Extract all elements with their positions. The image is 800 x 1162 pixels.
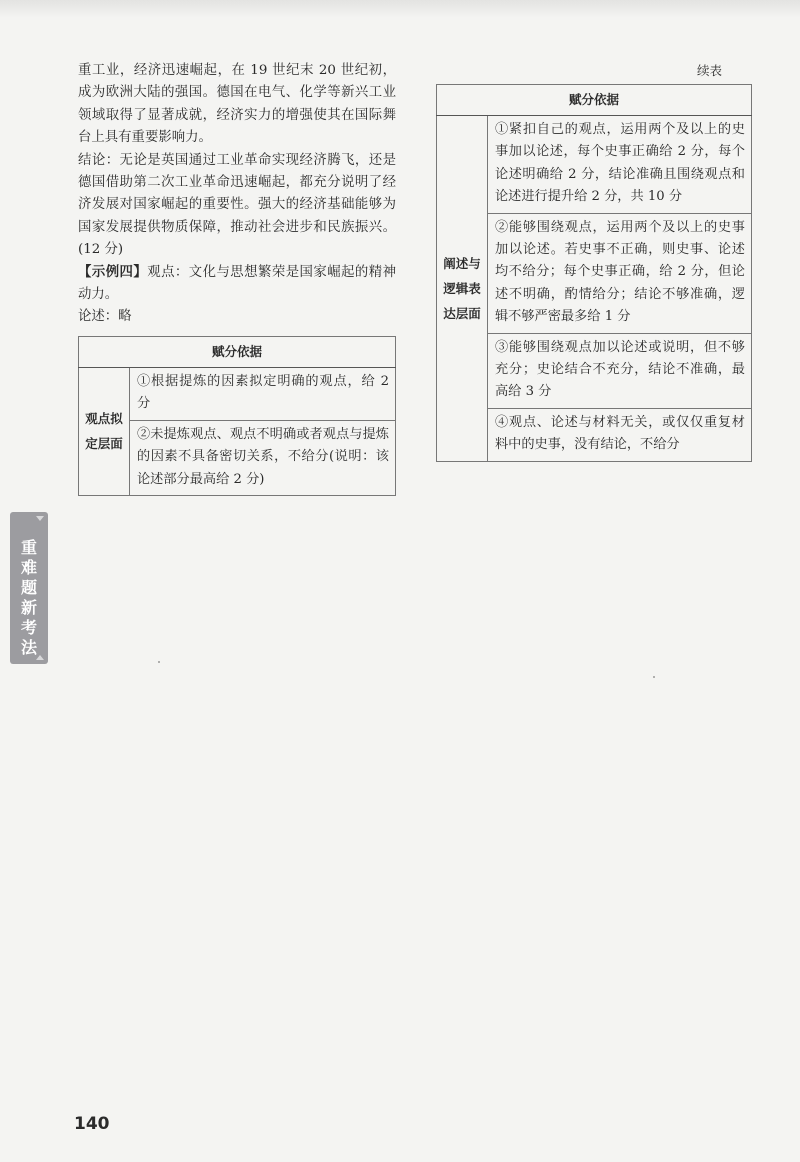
chapter-side-tab [10, 512, 48, 664]
side-tab-char: 考 [20, 618, 37, 637]
paragraph-conclusion: 结论：无论是英国通过工业革命实现经济腾飞，还是德国借助第二次工业革命迅速崛起，都充分说明了经济发展对国家崛起的重要性。强大的经济基础能够为国家发展提供物质保障，推动社会进步和民族振兴。(12 分) [78, 152, 396, 258]
rule-item: ③能够围绕观点加以论述或说明，但不够充分；史论结合不充分，结论不准确，最高给 3 分 [488, 333, 752, 408]
continued-table-label: 续表 [696, 63, 722, 78]
left-column [78, 60, 396, 496]
example-tag: 【示例四】 [78, 264, 148, 280]
argument-line: 论述：略 [78, 309, 132, 325]
paragraph-economy-germany: 重工业，经济迅速崛起，在 19 世纪末 20 世纪初，成为欧洲大陆的强国。德国在电气、化学等新兴工业领域取得了显著成就，经济实力的增强使其在国际舞台上具有重要影响力。 [78, 63, 396, 146]
rule-item: ④观点、论述与材料无关，或仅仅重复材料中的史事，没有结论，不给分 [488, 408, 752, 461]
scan-speck [158, 661, 160, 663]
page-number: 140 [74, 1114, 110, 1134]
page-edge-shadow [0, 0, 800, 18]
tab-arrow-down-icon [36, 655, 44, 660]
table-header: 赋分依据 [79, 336, 396, 367]
category-argument-logic: 阐述与逻辑表达层面 [437, 116, 488, 462]
tab-arrow-up-icon [36, 516, 44, 521]
scoring-table-viewpoint [78, 336, 396, 496]
right-column [436, 60, 752, 462]
category-viewpoint: 观点拟定层面 [79, 367, 130, 495]
side-tab-char: 重 [20, 538, 37, 557]
example-four [78, 262, 396, 307]
rule-item: ②未提炼观点、观点不明确或者观点与提炼的因素不具备密切关系，不给分(说明：该论述部分最高给 2 分) [130, 420, 396, 495]
scan-speck [653, 676, 655, 678]
rule-item: ①紧扣自己的观点，运用两个及以上的史事加以论述，每个史事正确给 2 分，每个论述明确给 2 分，结论准确且围绕观点和论述进行提升给 2 分，共 10 分 [488, 116, 752, 214]
side-tab-char: 法 [20, 638, 37, 657]
scoring-table-argument [436, 84, 752, 462]
table-header: 赋分依据 [437, 85, 752, 116]
example-viewpoint: 观点：文化与思想繁荣是国家崛起的精神动力。 [78, 264, 397, 303]
side-tab-char: 难 [20, 558, 37, 577]
rule-item: ①根据提炼的因素拟定明确的观点，给 2 分 [130, 367, 396, 420]
side-tab-char: 题 [20, 578, 37, 597]
rule-item: ②能够围绕观点，运用两个及以上的史事加以论述。若史事不正确，则史事、论述均不给分；每个史事正确，给 2 分，但论述不明确，酌情给分；结论不够准确，逻辑不够严密最多给 1 分 [488, 213, 752, 333]
side-tab-char: 新 [20, 598, 37, 617]
side-tab-label [10, 538, 48, 658]
